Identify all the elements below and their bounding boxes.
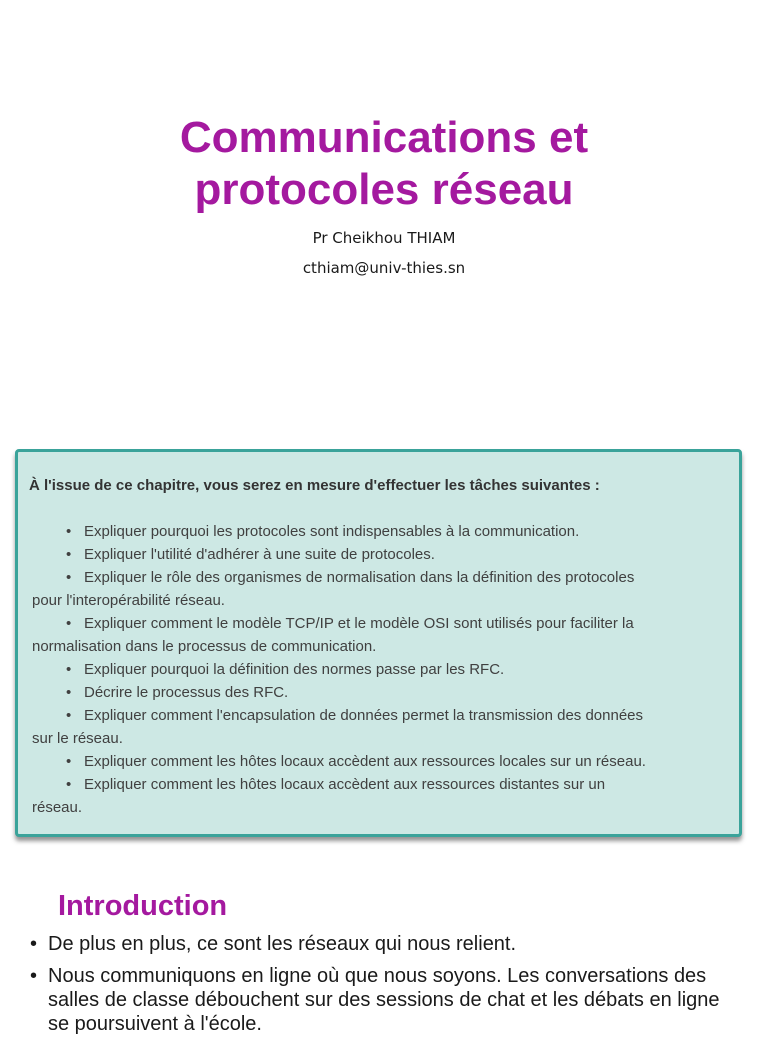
- author-name: Pr Cheikhou THIAM: [312, 229, 456, 247]
- introduction-heading: Introduction: [58, 890, 228, 922]
- objective-item: [58, 681, 740, 704]
- introduction-text: De plus en plus, ce sont les réseaux qui nous relient.: [48, 933, 517, 955]
- objectives-list: [32, 520, 740, 819]
- slide-title-line-1: Communications et: [179, 113, 589, 162]
- introduction-text: Nous communiquons en ligne où que nous soyons. Les conversations des salles de classe débouchent sur des sessions de chat et les débats en ligne se poursuivent à l'école.: [48, 965, 720, 1035]
- objective-text: Expliquer pourquoi les protocoles sont indispensables à la communication.: [84, 523, 580, 540]
- objective-item: [58, 658, 740, 681]
- objective-text: Décrire le processus des RFC.: [84, 684, 289, 701]
- bullet-icon: •: [66, 707, 72, 724]
- bullet-icon: •: [66, 776, 72, 793]
- objective-text: Expliquer comment les hôtes locaux accèdent aux ressources distantes sur un: [84, 776, 606, 793]
- objective-item: [58, 543, 740, 566]
- bullet-icon: •: [66, 523, 72, 540]
- bullet-icon: •: [30, 933, 38, 955]
- objective-text: Expliquer l'utilité d'adhérer à une suite de protocoles.: [84, 546, 435, 563]
- objective-text: Expliquer comment les hôtes locaux accèdent aux ressources locales sur un réseau.: [84, 753, 646, 770]
- bullet-icon: •: [66, 569, 72, 586]
- objective-text-continued: réseau.: [32, 799, 83, 816]
- objective-item: [32, 612, 740, 658]
- objective-item: [32, 773, 740, 819]
- slide-title-line-2: protocoles réseau: [194, 165, 574, 214]
- bullet-icon: •: [66, 661, 72, 678]
- objective-text: Expliquer pourquoi la définition des normes passe par les RFC.: [84, 661, 505, 678]
- objectives-intro: À l'issue de ce chapitre, vous serez en mesure d'effectuer les tâches suivantes :: [29, 477, 600, 494]
- objective-item: [32, 704, 740, 750]
- introduction-item: [30, 932, 740, 956]
- objective-item: [58, 520, 740, 543]
- bullet-icon: •: [66, 546, 72, 563]
- introduction-item: [30, 964, 740, 1036]
- objective-text-continued: pour l'interopérabilité réseau.: [32, 592, 225, 609]
- bullet-icon: •: [66, 615, 72, 632]
- author-email: cthiam@univ-thies.sn: [302, 259, 466, 277]
- objectives-box: [15, 449, 742, 837]
- objective-item: [32, 566, 740, 612]
- bullet-icon: •: [66, 753, 72, 770]
- introduction-list: [30, 932, 740, 1044]
- objective-item: [58, 750, 740, 773]
- objective-text-continued: sur le réseau.: [32, 730, 123, 747]
- bullet-icon: •: [66, 684, 72, 701]
- slide-title: [0, 112, 768, 216]
- objective-text: Expliquer comment l'encapsulation de données permet la transmission des données: [84, 707, 644, 724]
- objective-text-continued: normalisation dans le processus de communication.: [32, 638, 377, 655]
- bullet-icon: •: [30, 965, 38, 987]
- objective-text: Expliquer le rôle des organismes de normalisation dans la définition des protocoles: [84, 569, 635, 586]
- objective-text: Expliquer comment le modèle TCP/IP et le modèle OSI sont utilisés pour faciliter la: [84, 615, 634, 632]
